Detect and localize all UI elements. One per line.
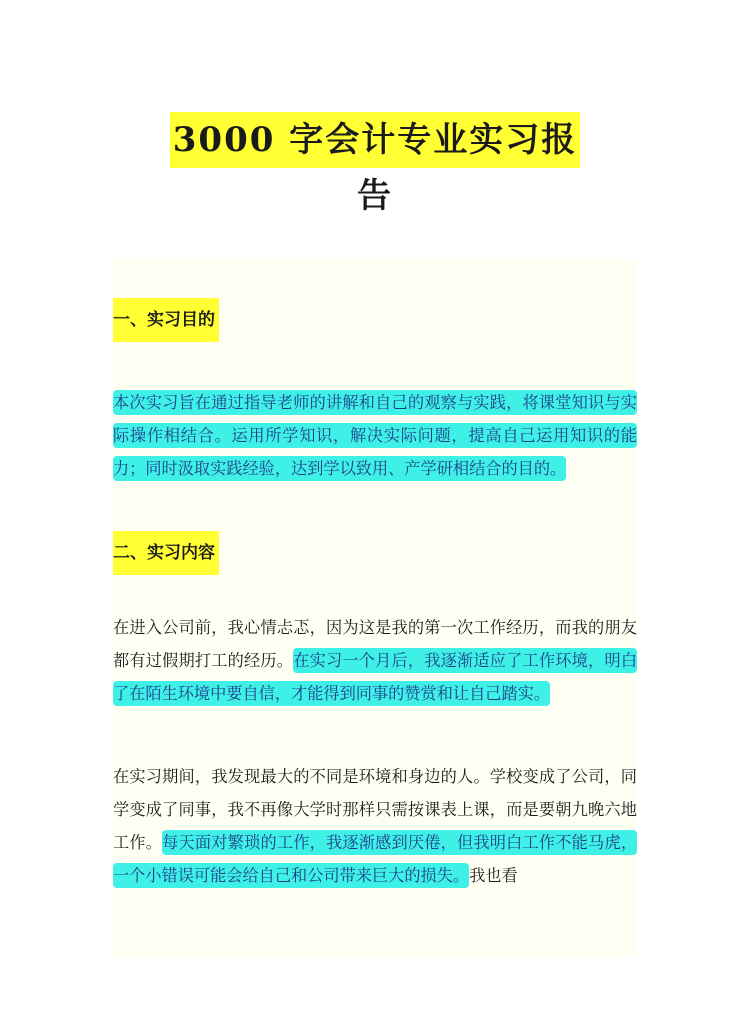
paragraph-purpose	[113, 386, 637, 485]
plain-text-tail: 我也看	[469, 866, 518, 885]
highlighted-text: 本次实习旨在通过指导老师的讲解和自己的观察与实践，将课堂知识与实际操作相结合。运用所学知识，解决实际问题，提高自己运用知识的能力；同时汲取实践经验，达到学以致用、产学研相结合的目的。	[113, 390, 637, 481]
highlighted-text: 在实习一个月后，我逐渐适应了工作环境，明白了在陌生环境中要自信，才能得到同事的赞赏和让自己踏实。	[113, 648, 637, 706]
document-title: 3000 字会计专业实习报告	[170, 112, 580, 168]
plain-text: 在进入公司前，我心情忐忑，因为这是我的第一次工作经历，而我的朋友都有过假期打工的经历。	[113, 618, 637, 670]
paragraph-content-1	[113, 611, 637, 710]
section-heading-purpose: 一、实习目的	[113, 298, 219, 342]
paragraph-content-2	[113, 760, 637, 892]
highlighted-text: 每天面对繁琐的工作，我逐渐感到厌倦，但我明白工作不能马虎，一个小错误可能会给自己和公司带来巨大的损失。	[113, 830, 637, 888]
document-body	[113, 298, 637, 892]
plain-text: 在实习期间，我发现最大的不同是环境和身边的人。学校变成了公司，同学变成了同事，我不再像大学时那样只需按课表上课，而是要朝九晚六地工作。	[113, 767, 637, 852]
section-heading-content: 二、实习内容	[113, 531, 219, 575]
